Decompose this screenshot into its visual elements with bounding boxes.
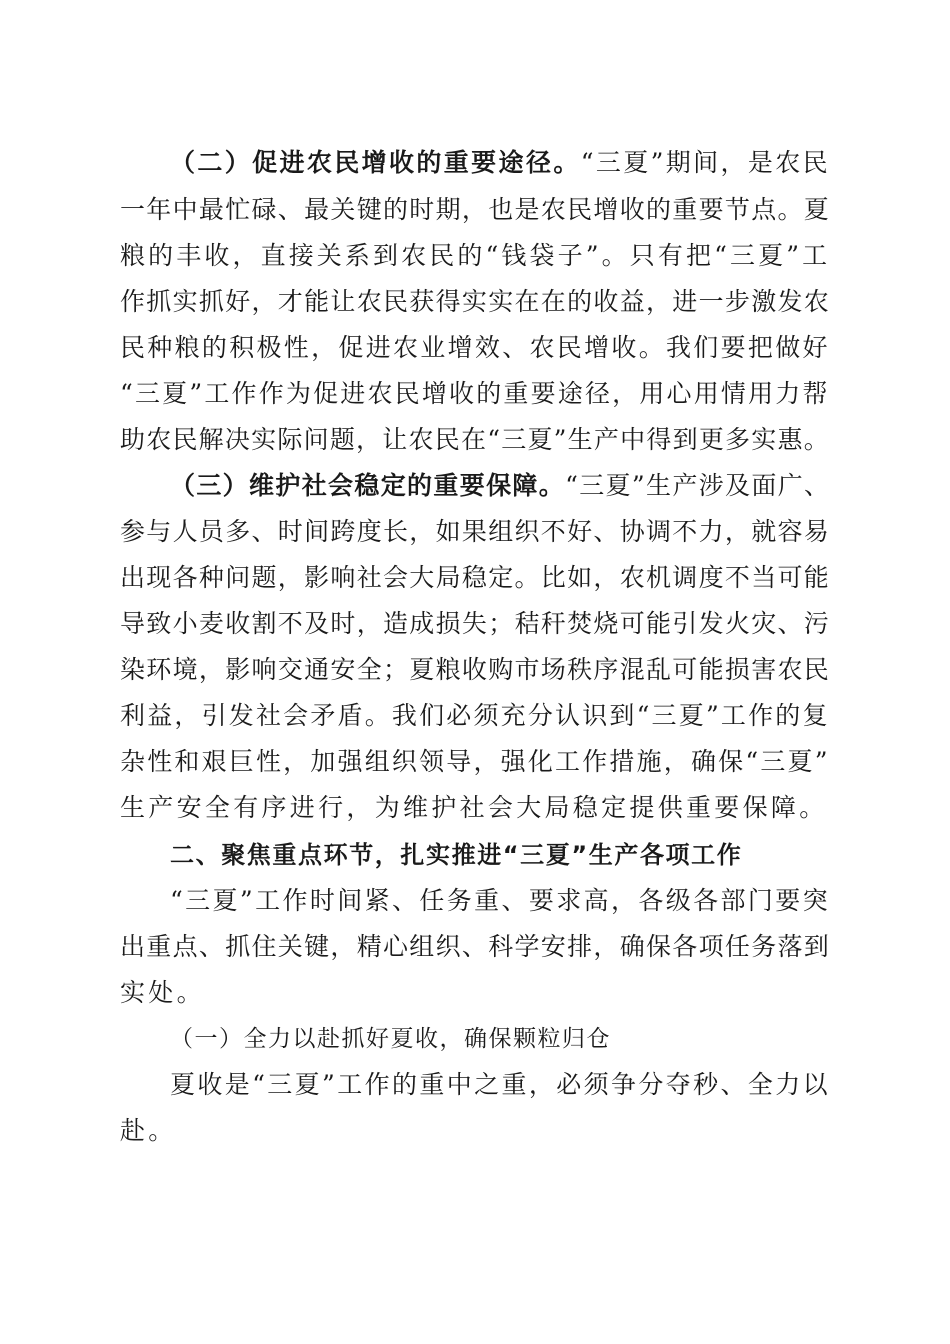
paragraph-3-line-8: 生产安全有序进行，为维护社会大局稳定提供重要保障。 [120,793,828,822]
paragraph-2-lead: （二）促进农民增收的重要途径。 [170,148,581,177]
paragraph-2-line-5: 民种粮的积极性，促进农业增效、农民增收。我们要把做好 [120,333,830,362]
paragraph-2-line-7: 助农民解决实际问题，让农民在“三夏”生产中得到更多实惠。 [120,425,830,454]
paragraph-2-line-2: 一年中最忙碌、最关键的时期，也是农民增收的重要节点。夏 [120,195,831,224]
paragraph-2-line-1-rest: “三夏”期间，是农民 [580,148,831,177]
paragraph-3-line-1-rest: “三夏”生产涉及面广、 [565,471,831,500]
subsection-1-line-1: 夏收是“三夏”工作的重中之重，必须争分夺秒、全力以 [170,1070,831,1099]
paragraph-3-line-3: 出现各种问题，影响社会大局稳定。比如，农机调度不当可能 [120,563,831,592]
paragraph-2-line-3: 粮的丰收，直接关系到农民的“钱袋子”。只有把“三夏”工 [120,241,831,270]
paragraph-3-line-4: 导致小麦收割不及时，造成损失；秸秆焚烧可能引发火灾、污 [120,609,831,638]
section-2-heading: 二、聚焦重点环节，扎实推进“三夏”生产各项工作 [170,841,743,869]
paragraph-3-line-5: 染环境，影响交通安全；夏粮收购市场秩序混乱可能损害农民 [120,655,831,684]
paragraph-3-lead: （三）维护社会稳定的重要保障。 [170,471,566,500]
subsection-1-heading: （一）全力以赴抓好夏收，确保颗粒归仓 [170,1026,611,1052]
paragraph-2-line-6: “三夏”工作作为促进农民增收的重要途径，用心用情用力帮 [120,379,830,408]
section-2-line-2: 出重点、抓住关键，精心组织、科学安排，确保各项任务落到 [120,932,831,961]
subsection-1-line-2: 赴。 [120,1116,177,1145]
section-2-line-3: 实处。 [120,978,205,1007]
paragraph-3-line-2: 参与人员多、时间跨度长，如果组织不好、协调不力，就容易 [120,517,831,546]
section-2-line-1: “三夏”工作时间紧、任务重、要求高，各级各部门要突 [170,886,831,915]
paragraph-3-line-6: 利益，引发社会矛盾。我们必须充分认识到“三夏”工作的复 [120,701,830,730]
paragraph-2-line-4: 作抓实抓好，才能让农民获得实实在在的收益，进一步激发农 [120,287,831,316]
paragraph-3-line-7: 杂性和艰巨性，加强组织领导，强化工作措施，确保“三夏” [120,747,830,776]
paragraph-2-line-1 [170,148,830,178]
paragraph-3-line-1 [170,471,830,501]
